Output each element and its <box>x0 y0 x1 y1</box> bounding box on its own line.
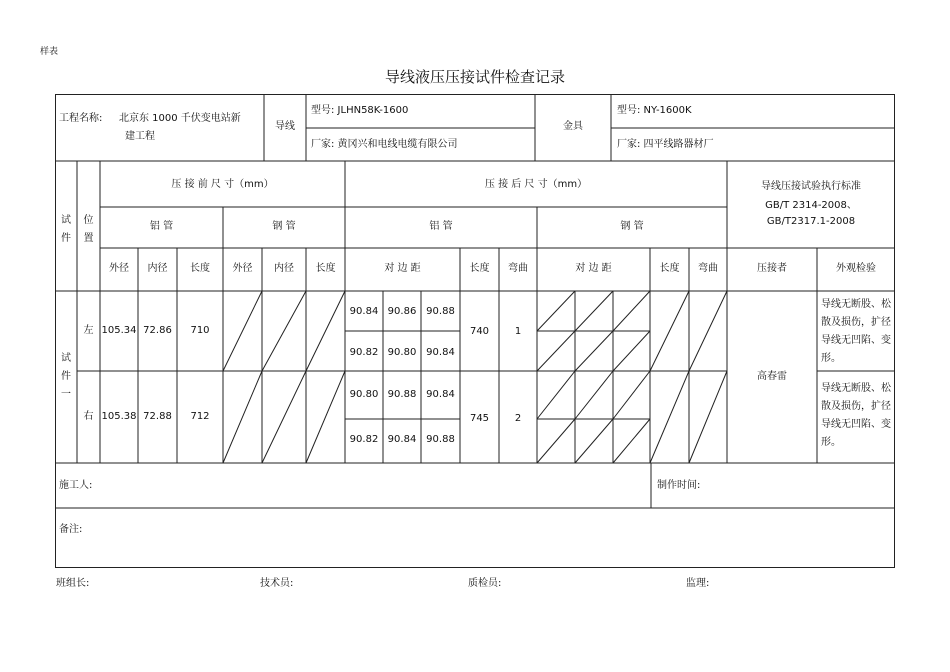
col-length-after: 长度 <box>469 263 490 274</box>
row2-flat-b1: 90.82 <box>349 434 379 445</box>
fitting-label: 金具 <box>563 121 583 132</box>
fitting-maker: 厂家: 四平线路器材厂 <box>617 139 714 150</box>
inspection-form <box>55 94 895 568</box>
project-name-line1: 北京东 1000 千伏变电站新 <box>119 113 241 124</box>
row2-flat-b3: 90.88 <box>426 434 455 445</box>
col-crimper: 压接者 <box>757 263 787 274</box>
row1-bend: 1 <box>514 326 522 337</box>
row2-flat-a1: 90.80 <box>349 389 379 400</box>
conductor-model: 型号: JLHN58K-1600 <box>311 105 409 116</box>
document-title: 导线液压压接试件检查记录 <box>384 68 565 86</box>
sample-label: 样表 <box>40 47 59 57</box>
row2-outer-dia: 105.38 <box>101 411 137 422</box>
row2-flat-a3: 90.84 <box>426 389 455 400</box>
row1-flat-a3: 90.88 <box>426 306 455 317</box>
row1-flat-a2: 90.86 <box>387 306 417 317</box>
col-flat-distance: 对 边 距 <box>384 263 421 274</box>
col-bend-steel: 弯曲 <box>698 263 718 274</box>
row1-flat-b1: 90.82 <box>349 347 379 358</box>
row1-visual-check: 导线无断股、松散及损伤，扩径导线无凹陷、变形。 <box>821 299 891 364</box>
crimper-name: 高春雷 <box>757 371 787 382</box>
row1-outer-dia: 105.34 <box>101 325 137 336</box>
row2-inner-dia: 72.88 <box>143 411 172 422</box>
col-inner-dia: 内径 <box>147 263 168 274</box>
conductor-label: 导线 <box>275 121 295 132</box>
specimen-header: 试 件 <box>61 215 71 244</box>
col-length: 长度 <box>190 263 210 274</box>
row2-length-after: 745 <box>469 413 490 424</box>
qc-label: 质检员: <box>468 578 502 589</box>
al-tube-after-header: 铝 管 <box>429 221 453 232</box>
standard-header: 导线压接试验执行标准 <box>761 181 861 192</box>
remarks-label: 备注: <box>59 524 83 535</box>
project-name-label: 工程名称: <box>59 113 103 124</box>
specimen-one-label: 试 件 一 <box>61 353 71 400</box>
technician-label: 技术员: <box>260 578 294 589</box>
row1-length: 710 <box>190 325 210 336</box>
col-outer-dia-steel: 外径 <box>232 263 253 274</box>
row2-visual-check: 导线无断股、松散及损伤，扩径导线无凹陷、变形。 <box>821 383 891 448</box>
fitting-model: 型号: NY-1600K <box>617 105 692 116</box>
made-time-label: 制作时间: <box>657 480 701 491</box>
row2-bend: 2 <box>514 413 522 424</box>
row2-position: 右 <box>83 411 94 422</box>
team-leader-label: 班组长: <box>56 578 90 589</box>
row1-flat-b3: 90.84 <box>426 347 455 358</box>
supervisor-label: 监理: <box>686 578 710 589</box>
position-header: 位 置 <box>83 215 94 244</box>
row1-inner-dia: 72.86 <box>143 325 172 336</box>
conductor-maker: 厂家: 黄冈兴和电线电缆有限公司 <box>311 139 458 150</box>
row1-flat-a1: 90.84 <box>349 306 379 317</box>
row2-flat-b2: 90.84 <box>387 434 417 445</box>
col-flat-distance-steel: 对 边 距 <box>575 263 612 274</box>
steel-tube-before-header: 钢 管 <box>272 221 296 232</box>
row1-position: 左 <box>83 325 94 336</box>
row1-length-after: 740 <box>469 326 490 337</box>
after-crimp-header: 压 接 后 尺 寸（mm） <box>484 179 588 190</box>
worker-label: 施工人: <box>59 480 93 491</box>
col-visual-check: 外观检验 <box>836 263 876 274</box>
project-name-line2: 建工程 <box>125 131 155 142</box>
col-length-steel: 长度 <box>315 263 336 274</box>
before-crimp-header: 压 接 前 尺 寸（mm） <box>171 179 274 190</box>
row1-flat-b2: 90.80 <box>387 347 417 358</box>
standard-ref-2: GB/T2317.1-2008 <box>766 216 856 227</box>
row2-flat-a2: 90.88 <box>387 389 417 400</box>
steel-tube-after-header: 钢 管 <box>620 221 644 232</box>
col-inner-dia-steel: 内径 <box>274 263 294 274</box>
standard-ref-1: GB/T 2314-2008、 <box>765 200 857 211</box>
col-length-after-steel: 长度 <box>659 263 680 274</box>
row2-length: 712 <box>190 411 210 422</box>
al-tube-before-header: 铝 管 <box>149 221 174 232</box>
col-outer-dia: 外径 <box>109 263 129 274</box>
col-bend: 弯曲 <box>508 263 528 274</box>
